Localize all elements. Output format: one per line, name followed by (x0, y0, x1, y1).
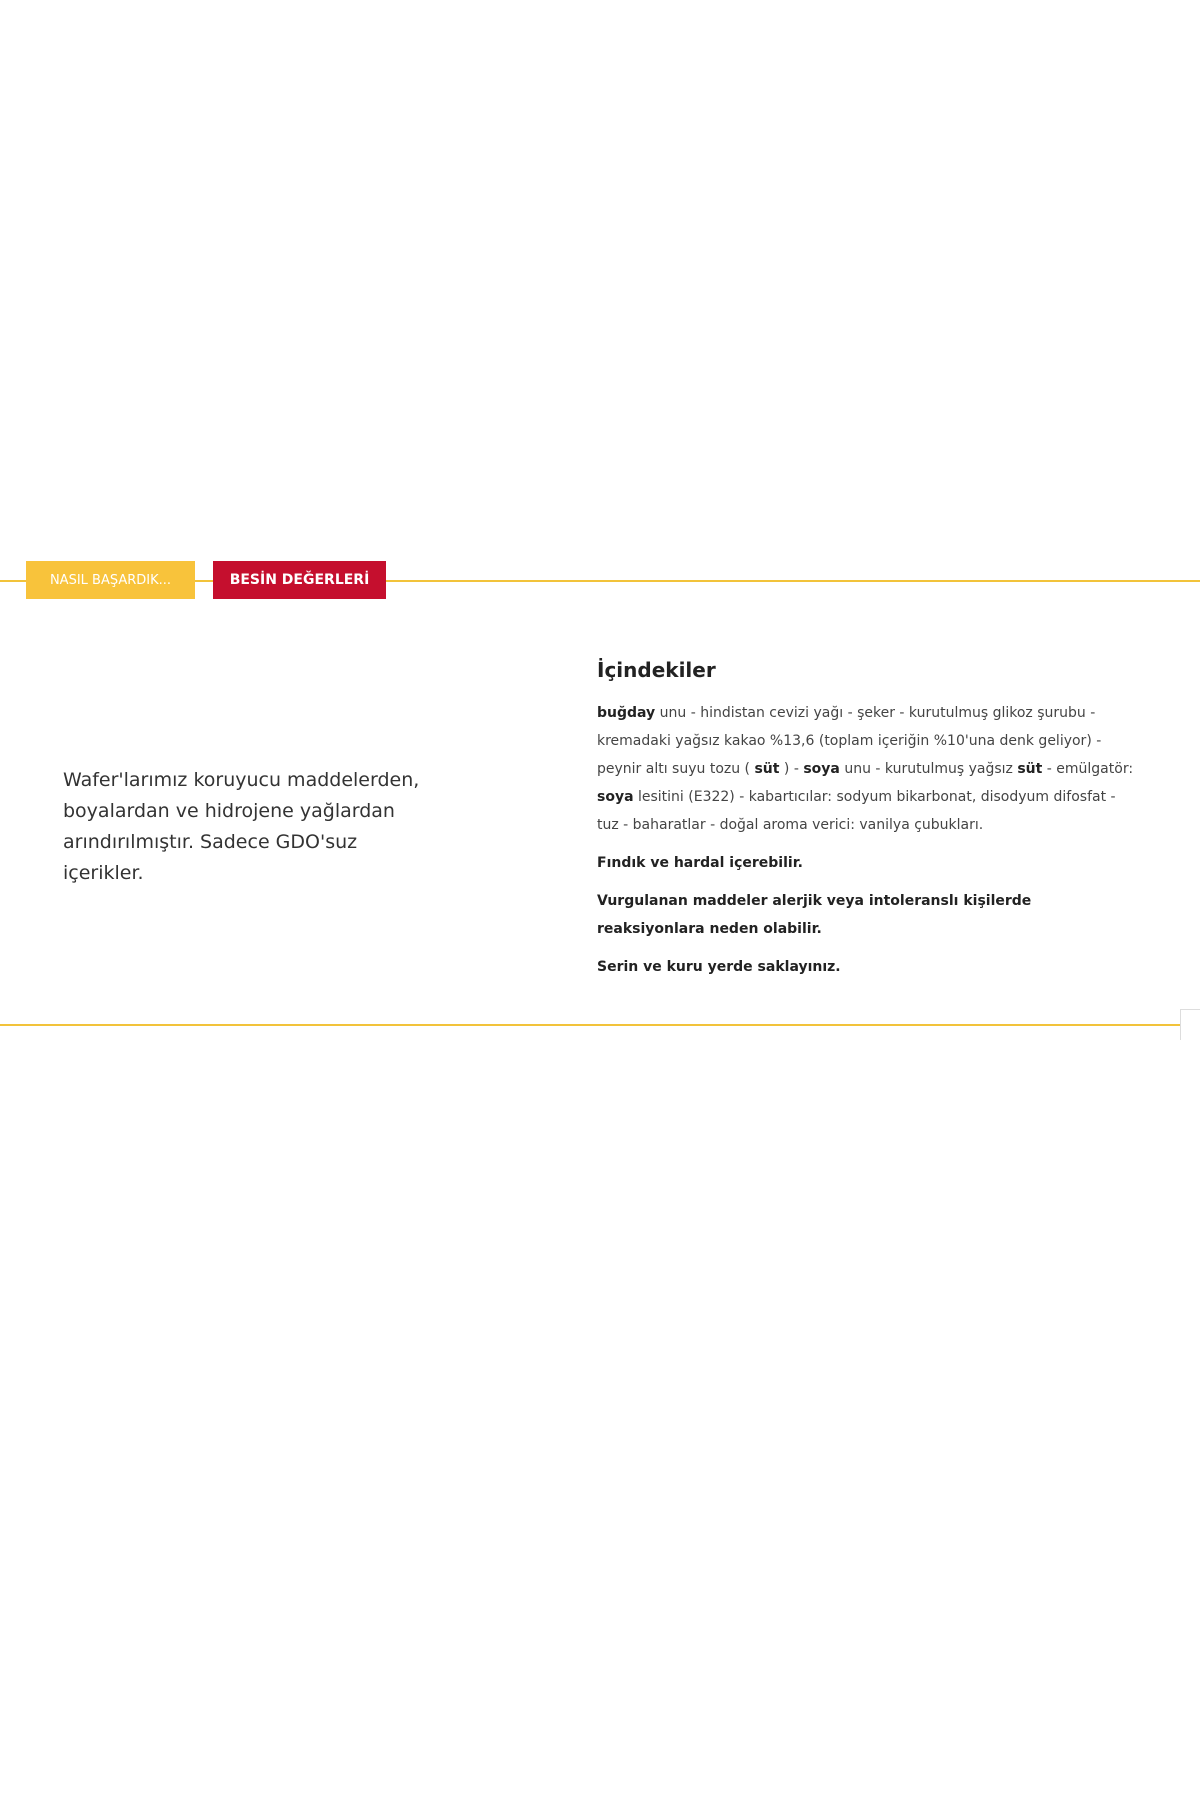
ingredient-text: unu - kurutulmuş yağsız (839, 761, 1018, 777)
storage-note: Serin ve kuru yerde saklayınız. (597, 959, 841, 975)
allergen-wheat: buğday (597, 705, 656, 721)
allergen-soy: soya (597, 789, 634, 805)
ingredient-text: lesitini (E322) - kabartıcılar: sodyum bikarbonat, disodyum difosfat - tuz - baharatlar - doğal aroma verici: vanilya çubukları. (597, 789, 1116, 833)
corner-widget[interactable] (1180, 1009, 1200, 1040)
ingredient-text: - emülgatör: (1042, 761, 1134, 777)
allergen-milk: süt (754, 761, 780, 777)
allergen-soy: soya (803, 761, 840, 777)
allergen-milk: süt (1017, 761, 1043, 777)
ingredient-text: unu - hindistan cevizi yağı - şeker - kurutulmuş glikoz şurubu - kremadaki yağsız kakao %13,6 (toplam içeriğin %10'una denk geliyor) - peynir altı suyu tozu ( (597, 705, 1102, 777)
may-contain-note: Fındık ve hardal içerebilir. (597, 855, 803, 871)
tab-how-we-did-it[interactable]: NASIL BAŞARDIK... (26, 561, 195, 599)
product-claim-text: Wafer'larımız koruyucu maddelerden, boyalardan ve hidrojene yağlardan arındırılmıştır. Sadece GDO'suz içerikler. (63, 769, 420, 884)
tab-bar (0, 561, 1200, 601)
ingredient-text: ) - (779, 761, 804, 777)
ingredients-panel (597, 655, 1137, 991)
tab-nutrition-values[interactable]: BESİN DEĞERLERİ (213, 561, 386, 599)
section-bottom-line (0, 1024, 1200, 1026)
ingredients-title: İçindekiler (597, 658, 716, 682)
allergen-warning-note: Vurgulanan maddeler alerjik veya intoleranslı kişilerde reaksiyonlara neden olabilir. (597, 893, 1032, 937)
ingredients-list (597, 699, 1137, 839)
